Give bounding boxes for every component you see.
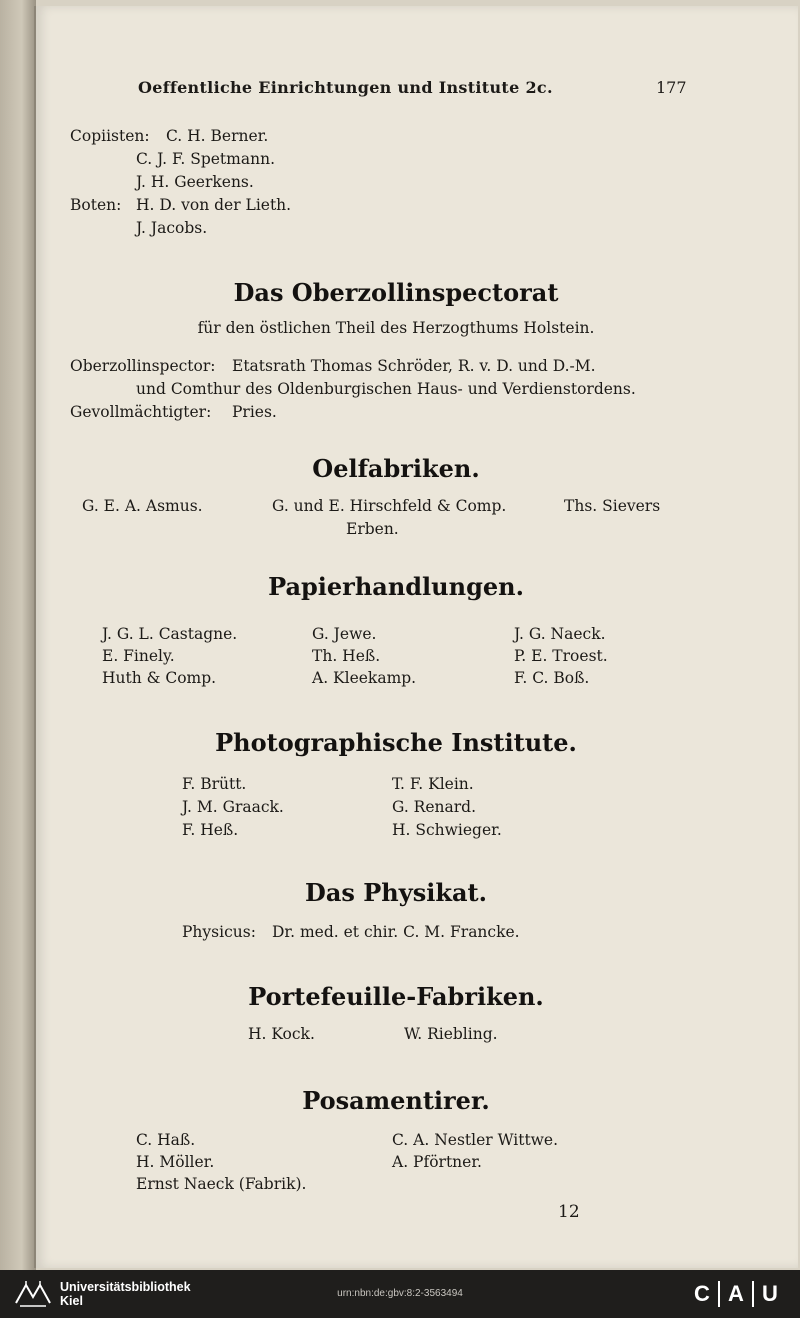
photo-entry: F. Brütt. <box>182 775 247 793</box>
viewer-footer <box>0 1270 800 1318</box>
posamentirer-entry: C. A. Nestler Wittwe. <box>392 1131 559 1149</box>
cau-letter-u: U <box>762 1281 778 1306</box>
posamentirer-entry: A. Pförtner. <box>392 1153 482 1171</box>
photo-entry: J. M. Graack. <box>182 798 284 816</box>
oelfabrik-entry: G. und E. Hirschfeld & Comp. <box>272 497 507 515</box>
papier-entry: J. G. Naeck. <box>514 625 606 643</box>
messenger-name: H. D. von der Lieth. <box>136 196 292 214</box>
deputy-label: Gevollmächtigter: <box>70 403 212 421</box>
inspector-label: Oberzollinspector: <box>70 357 216 375</box>
signature-mark: 12 <box>558 1202 580 1222</box>
messenger-name: J. Jacobs. <box>136 219 208 237</box>
inspector-name: Etatsrath Thomas Schröder, R. v. D. und D.-M. <box>232 357 596 375</box>
physicus-label: Physicus: <box>182 923 256 941</box>
papier-entry: G. Jewe. <box>312 625 377 643</box>
messengers-label: Boten: <box>70 196 122 214</box>
cau-letter-a: A <box>728 1281 744 1306</box>
oelfabrik-entry: G. E. A. Asmus. <box>82 497 203 515</box>
section-heading-oelfabriken: Oelfabriken. <box>312 454 480 483</box>
papier-entry: E. Finely. <box>102 647 175 665</box>
photo-entry: G. Renard. <box>392 798 477 816</box>
section-heading-portefeuille: Portefeuille-Fabriken. <box>248 982 544 1011</box>
section-heading-posamentirer: Posamentirer. <box>302 1086 490 1115</box>
copyists-label: Copiisten: <box>70 127 150 145</box>
library-city[interactable]: Kiel <box>60 1294 83 1308</box>
papier-entry: P. E. Troest. <box>514 647 608 665</box>
portefeuille-entry: W. Riebling. <box>404 1025 498 1043</box>
physicus-name: Dr. med. et chir. C. M. Francke. <box>272 923 520 941</box>
oelfabrik-entry: Erben. <box>346 520 399 538</box>
portefeuille-entry: H. Kock. <box>248 1025 315 1043</box>
deputy-name: Pries. <box>232 403 277 421</box>
section-heading-physikat: Das Physikat. <box>305 878 487 907</box>
book-page <box>34 6 798 1268</box>
oelfabrik-entry: Ths. Sievers <box>564 497 661 515</box>
papier-entry: Huth & Comp. <box>102 669 217 687</box>
section-heading-photo: Photographische Institute. <box>215 728 577 757</box>
urn-identifier: urn:nbn:de:gbv:8:2-3563494 <box>337 1288 463 1299</box>
section-heading-papier: Papierhandlungen. <box>268 572 524 601</box>
photo-entry: H. Schwieger. <box>392 821 502 839</box>
copyist-name: C. H. Berner. <box>166 127 269 145</box>
library-name[interactable]: Universitätsbibliothek <box>60 1280 191 1294</box>
page-number: 177 <box>656 78 687 97</box>
cau-letter-c: C <box>694 1281 710 1306</box>
running-head: Oeffentliche Einrichtungen und Institute 2c. <box>138 78 553 97</box>
posamentirer-entry: C. Haß. <box>136 1131 196 1149</box>
inspector-orders: und Comthur des Oldenburgischen Haus- und Verdienstordens. <box>136 380 636 398</box>
papier-entry: J. G. L. Castagne. <box>102 625 238 643</box>
oberzoll-subheading: für den östlichen Theil des Herzogthums Holstein. <box>197 319 595 337</box>
copyist-name: J. H. Geerkens. <box>136 173 254 191</box>
copyist-name: C. J. F. Spetmann. <box>136 150 275 168</box>
papier-entry: Th. Heß. <box>312 647 381 665</box>
papier-entry: F. C. Boß. <box>514 669 590 687</box>
photo-entry: F. Heß. <box>182 821 239 839</box>
posamentirer-entry: H. Möller. <box>136 1153 215 1171</box>
photo-entry: T. F. Klein. <box>392 775 474 793</box>
papier-entry: A. Kleekamp. <box>312 669 417 687</box>
left-page-edge <box>0 0 36 1270</box>
posamentirer-entry: Ernst Naeck (Fabrik). <box>136 1175 307 1193</box>
section-heading-oberzoll: Das Oberzollinspectorat <box>233 278 559 307</box>
cau-logo[interactable] <box>686 1280 786 1308</box>
